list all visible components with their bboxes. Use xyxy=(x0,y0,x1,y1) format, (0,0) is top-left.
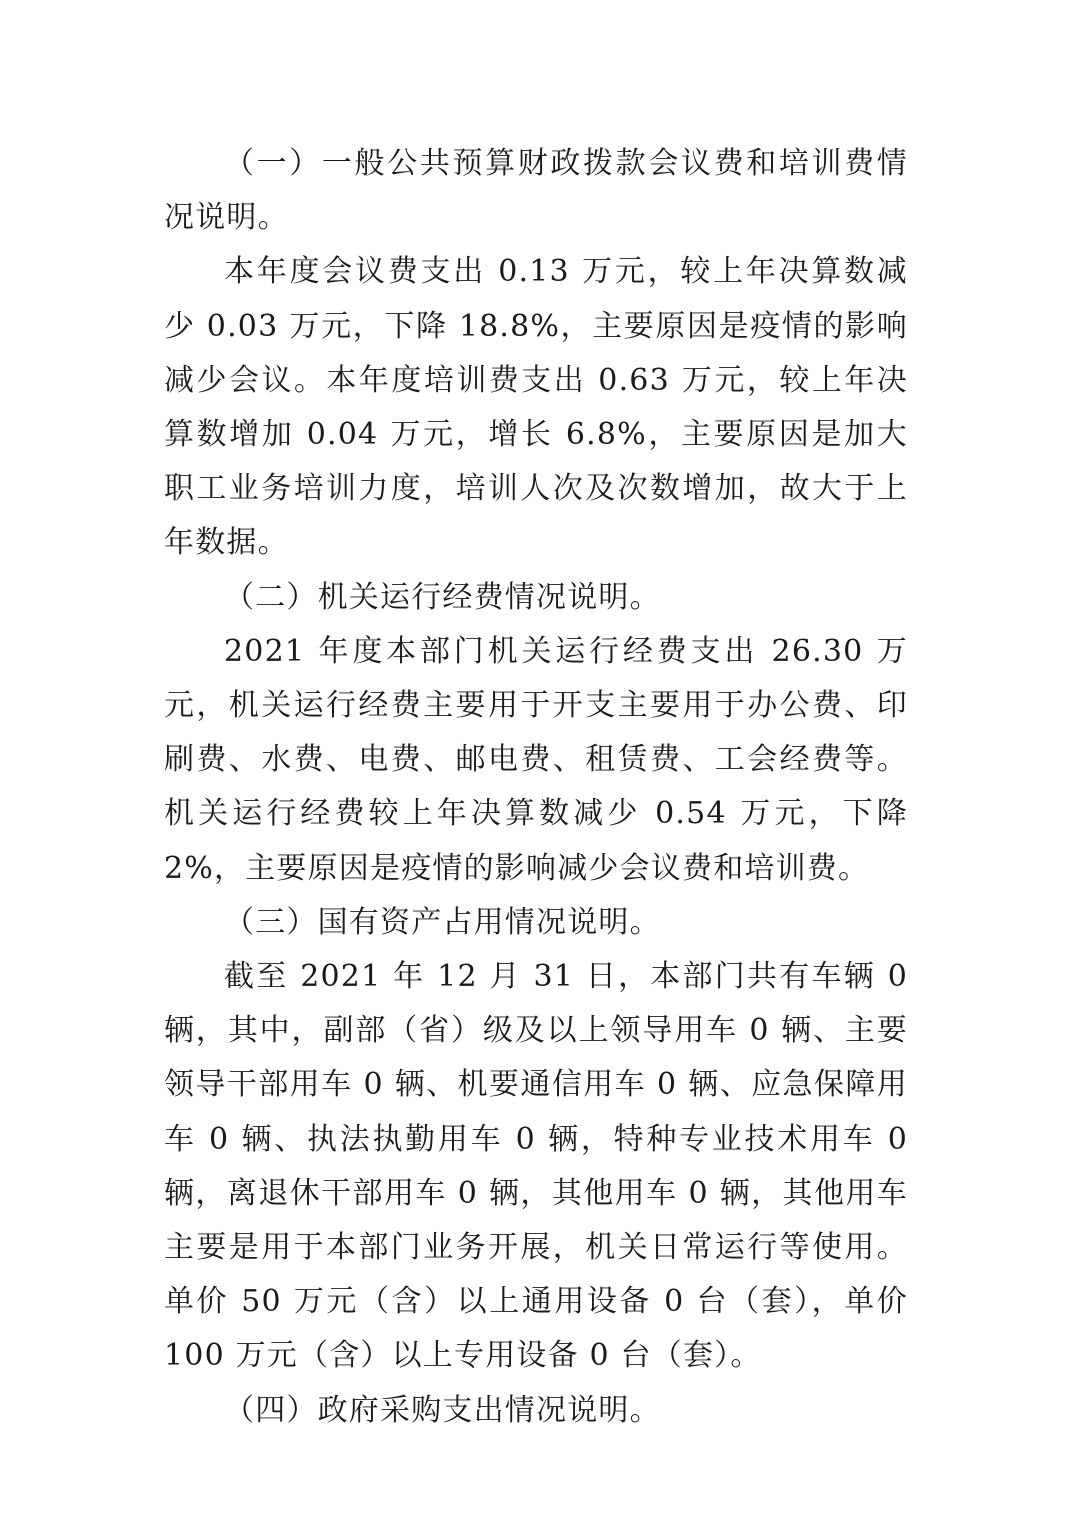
document-body xyxy=(164,137,908,1438)
paragraph-meeting-training: 本年度会议费支出 0.13 万元，较上年决算数减少 0.03 万元，下降 18.8%，主要原因是疫情的影响减少会议。本年度培训费支出 0.63 万元，较上年决算数增加 0.04 万元，增长 6.8%，主要原因是加大职工业务培训力度，培训人次及次数增加，故大于上年数据。 xyxy=(164,254,908,561)
paragraph-operating-expenses: 2021 年度本部门机关运行经费支出 26.30 万元，机关运行经费主要用于开支主要用于办公费、印刷费、水费、电费、邮电费、租赁费、工会经费等。机关运行经费较上年决算数减少 0.54 万元，下降 2%，主要原因是疫情的影响减少会议费和培训费。 xyxy=(164,633,908,886)
paragraph-state-assets: 截至 2021 年 12 月 31 日，本部门共有车辆 0 辆，其中，副部（省）级及以上领导用车 0 辆、主要领导干部用车 0 辆、机要通信用车 0 辆、应急保障用车 0 辆、执法执勤用车 0 辆，特种专业技术用车 0 辆，离退休干部用车 0 辆，其他用车 0 辆，其他用车主要是用于本部门业务开展，机关日常运行等使用。单价 50 万元（含）以上通用设备 0 台（套），单价 100 万元（含）以上专用设备 0 台（套）。 xyxy=(164,959,908,1374)
section-heading-state-assets: （三）国有资产占用情况说明。 xyxy=(224,904,661,940)
section-heading-operating-expenses: （二）机关运行经费情况说明。 xyxy=(224,579,661,615)
section-heading-meeting-training: （一）一般公共预算财政拨款会议费和培训费情况说明。 xyxy=(164,146,908,236)
section-heading-government-procurement: （四）政府采购支出情况说明。 xyxy=(224,1392,661,1428)
